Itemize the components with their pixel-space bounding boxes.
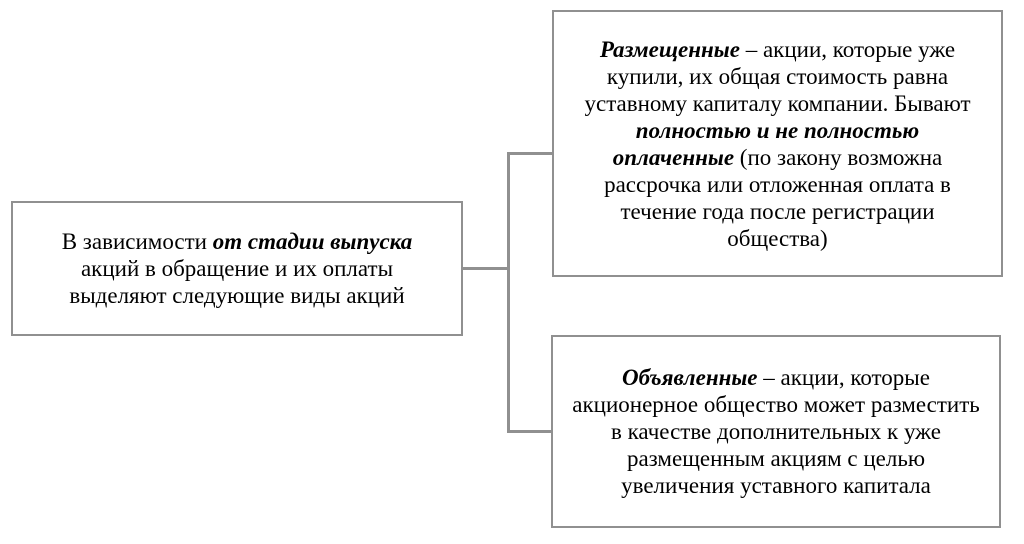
connector-bottom-branch xyxy=(507,430,552,433)
box-placed-shares xyxy=(552,10,1003,277)
box-declared-shares xyxy=(551,335,1001,528)
connector-root-horizontal xyxy=(463,267,509,270)
box-share-issue-stage-text: В зависимости от стадии выпуска акций в обращение и их оплаты выделяют следующие виды акций xyxy=(61,229,413,308)
box-placed-shares-text: Размещенные – акции, которые уже купили, их общая стоимость равна уставному капиталу компании. Бывают полностью и не полностью оплаченные (по закону возможна рассрочка или отложенная оплата в течение года после регистрации общества) xyxy=(584,36,971,251)
connector-top-branch xyxy=(507,152,552,155)
box-declared-shares-text: Объявленные – акции, которые акционерное общество может разместить в качестве дополнительных к уже размещенным акциям с целью увеличения уставного капитала xyxy=(572,365,980,498)
connector-vertical-spine xyxy=(507,152,510,433)
box-share-issue-stage xyxy=(11,201,463,336)
